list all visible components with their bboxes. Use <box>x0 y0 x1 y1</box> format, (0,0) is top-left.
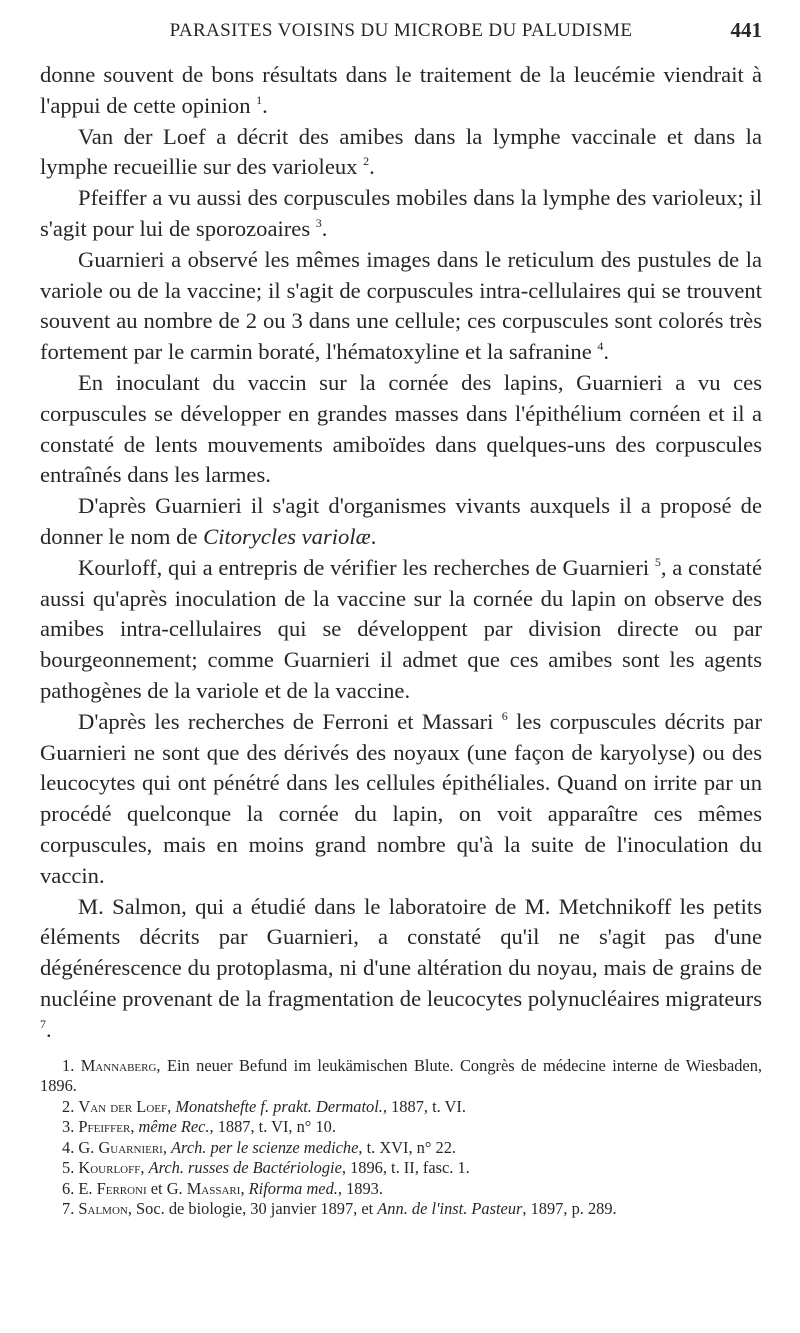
italic-text: Arch. russes de Bactériologie <box>148 1158 342 1177</box>
page-number: 441 <box>730 18 762 42</box>
paragraph: D'après Guarnieri il s'agit d'organismes vivants auxquels il a proposé de donner le nom de Citorycles variolæ. <box>40 493 762 549</box>
italic-text: même Rec. <box>138 1117 210 1136</box>
footnotes <box>40 1056 762 1220</box>
running-head: PARASITES VOISINS DU MICROBE DU PALUDISME <box>169 20 633 41</box>
author-name: Salmon <box>78 1199 128 1218</box>
footnote: 6. E. Ferroni et G. Massari, Riforma med., 1893. <box>62 1178 383 1198</box>
italic-text: Citorycles variolæ <box>203 523 371 549</box>
italic-text: Riforma med. <box>248 1178 338 1198</box>
footnote-marker: 7 <box>40 1016 46 1031</box>
paragraph: donne souvent de bons résultats dans le traitement de la leucémie viendrait à l'appui de cette opinion $^1$. <box>40 62 762 118</box>
book-page <box>40 20 762 1220</box>
footnote: 4. G. Guarnieri, Arch. per le scienze mediche, t. XVI, n° 22. <box>62 1137 456 1157</box>
author-name: Ferroni <box>96 1178 147 1198</box>
footnote: 1. Mannaberg, Ein neuer Befund im leukämischen Blute. Congrès de médecine interne de Wiesbaden, 1896. <box>40 1055 762 1095</box>
italic-text: Monatshefte f. prakt. Dermatol. <box>175 1096 383 1116</box>
page-header <box>40 20 762 60</box>
paragraph: M. Salmon, qui a étudié dans le laboratoire de M. Metchnikoff les petits éléments décrits par Guarnieri, a constaté qu'il ne s'agit pas d'une dégénérescence du protoplasma, ni d'une altération du noyau, mais de grains de nucléine provenant de la fragmentation de leucocytes polynucléaires migrateurs $^7$. <box>40 893 762 1042</box>
author-name: Kourloff <box>78 1158 141 1177</box>
author-name: Van der Loef <box>78 1096 168 1116</box>
footnote: 3. Pfeiffer, même Rec., 1887, t. VI, n° 10. <box>62 1117 336 1136</box>
footnote-marker: 3 <box>315 215 322 230</box>
paragraph: Guarnieri a observé les mêmes images dans le reticulum des pustules de la variole ou de la vaccine; il s'agit de corpuscules intra-cellulaires qui se trouvent souvent au nombre de 2 ou 3 dans une cellule; ces corpuscules sont colorés très fortement par le carmin boraté, l'hématoxyline et la safranine $^4$. <box>40 246 762 365</box>
author-name: Guarnieri <box>98 1137 163 1157</box>
paragraph: En inoculant du vaccin sur la cornée des lapins, Guarnieri a vu ces corpuscules se développer en grandes masses dans l'épithélium cornéen et il a constaté de lents mouvements amiboïdes dans quelques-uns des corpuscules entraînés dans les larmes. <box>40 369 762 488</box>
paragraph: Van der Loef a décrit des amibes dans la lymphe vaccinale et dans la lymphe recueillie sur des varioleux $^2$. <box>40 123 762 180</box>
footnote-marker: 5 <box>654 554 661 569</box>
italic-text: Ann. de l'inst. Pasteur <box>377 1199 523 1218</box>
paragraph: D'après les recherches de Ferroni et Massari $^6$ les corpuscules décrits par Guarnieri ne sont que des dérivés des noyaux (une façon de karyolyse) ou des leucocytes qui ont pénétré dans les cellules épithéliales. Quand on irrite par un procédé quelconque la cornée du lapin, on voit apparaître ces mêmes corpuscules, mais en moins grand nombre qu'à la suite de l'inoculation du vaccin. <box>40 708 762 888</box>
footnote-marker: 1 <box>256 92 263 107</box>
italic-text: Arch. per le scienze mediche <box>171 1137 359 1157</box>
author-name: Pfeiffer <box>78 1117 131 1136</box>
paragraph: Pfeiffer a vu aussi des corpuscules mobiles dans la lymphe des varioleux; il s'agit pour lui de sporozoaires $^3$. <box>40 185 762 241</box>
footnote-marker: 6 <box>501 708 508 723</box>
footnote: 2. Van der Loef, Monatshefte f. prakt. Dermatol., 1887, t. VI. <box>62 1096 466 1116</box>
author-name: Mannaberg <box>80 1055 157 1075</box>
footnote: 5. Kourloff, Arch. russes de Bactériologie, 1896, t. II, fasc. 1. <box>62 1158 470 1177</box>
author-name: Massari <box>186 1178 241 1198</box>
footnote-marker: 2 <box>363 154 370 169</box>
paragraph: Kourloff, qui a entrepris de vérifier les recherches de Guarnieri $^5$, a constaté aussi qu'après inoculation de la vaccine sur la cornée du lapin on observe des amibes intra-cellulaires qui se développent par division directe ou par bourgeonnement; comme Guarnieri il admet que ces amibes sont les agents pathogènes de la variole et de la vaccine. <box>40 554 762 703</box>
footnote-marker: 4 <box>597 339 604 354</box>
body-text <box>40 60 762 1046</box>
footnote: 7. Salmon, Soc. de biologie, 30 janvier 1897, et Ann. de l'inst. Pasteur, 1897, p. 289. <box>62 1199 617 1218</box>
